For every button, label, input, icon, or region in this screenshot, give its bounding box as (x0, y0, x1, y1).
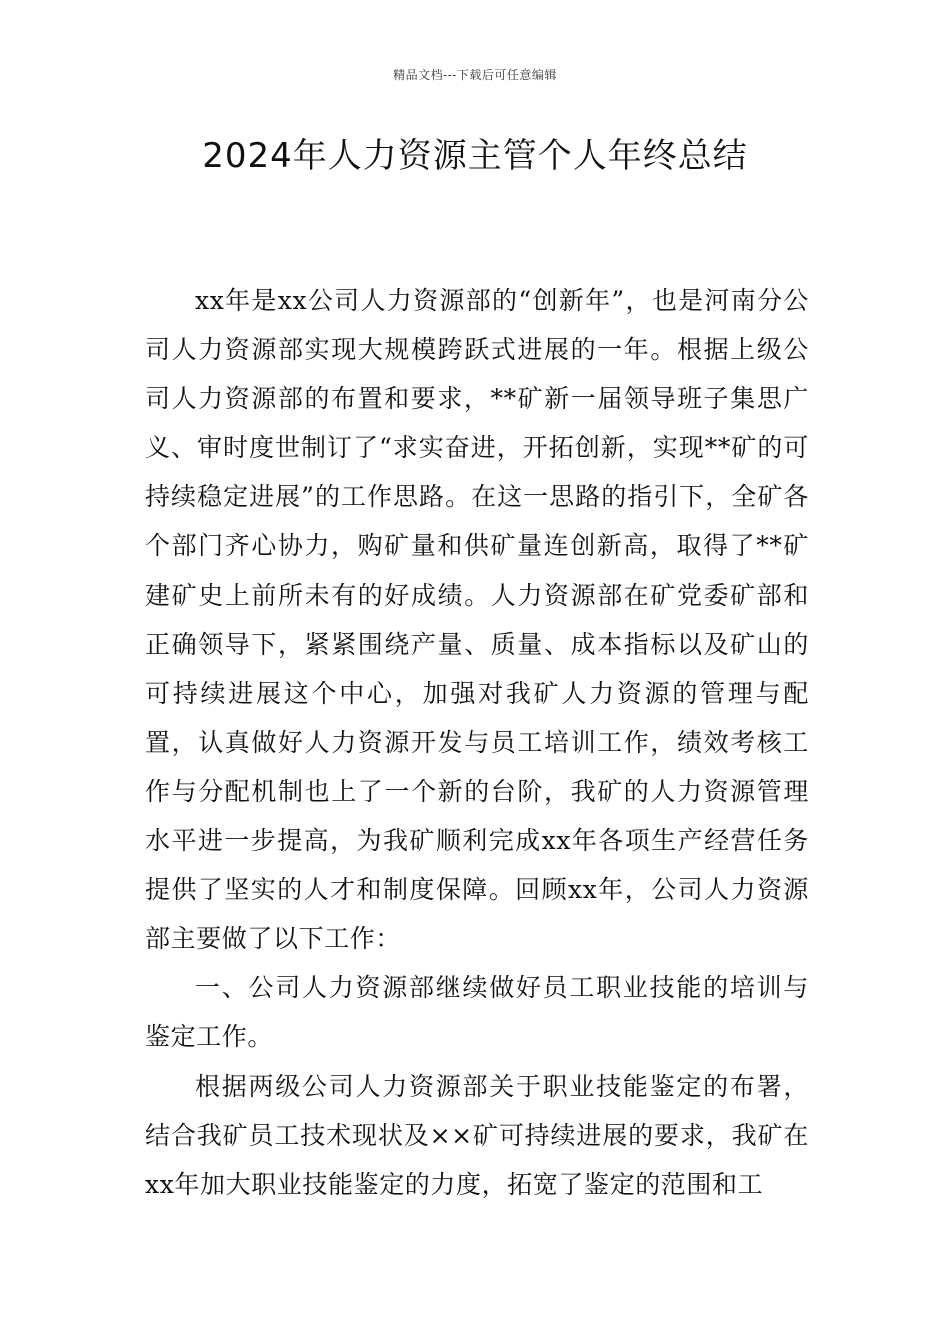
paragraph-intro: xx年是xx公司人力资源部的“创新年”，也是河南分公司人力资源部实现大规模跨跃式进展的一年。根据上级公司人力资源部的布置和要求，**矿新一届领导班子集思广义、审时度世制订了“求实奋进，开拓创新，实现**矿的可持续稳定进展”的工作思路。在这一思路的指引下，全矿各个部门齐心协力，购矿量和供矿量连创新高，取得了**矿建矿史上前所未有的好成绩。人力资源部在矿党委矿部和正确领导下，紧紧围绕产量、质量、成本指标以及矿山的可持续进展这个中心，加强对我矿人力资源的管理与配置，认真做好人力资源开发与员工培训工作，绩效考核工作与分配机制也上了一个新的台阶，我矿的人力资源管理水平进一步提高，为我矿顺利完成xx年各项生产经营任务提供了坚实的人才和制度保障。回顾xx年，公司人力资源部主要做了以下工作： (145, 286, 809, 954)
header-note: 精品文档---下载后可任意编辑 (393, 68, 557, 82)
paragraph-section-one-body: 根据两级公司人力资源部关于职业技能鉴定的布署，结合我矿员工技术现状及××矿可持续进展的要求，我矿在xx年加大职业技能鉴定的力度，拓宽了鉴定的范围和工 (145, 1071, 809, 1199)
document-title: 2024年人力资源主管个人年终总结 (202, 136, 748, 176)
paragraph-section-one-heading: 一、公司人力资源部继续做好员工职业技能的培训与鉴定工作。 (145, 973, 809, 1052)
document-body (145, 276, 809, 1209)
